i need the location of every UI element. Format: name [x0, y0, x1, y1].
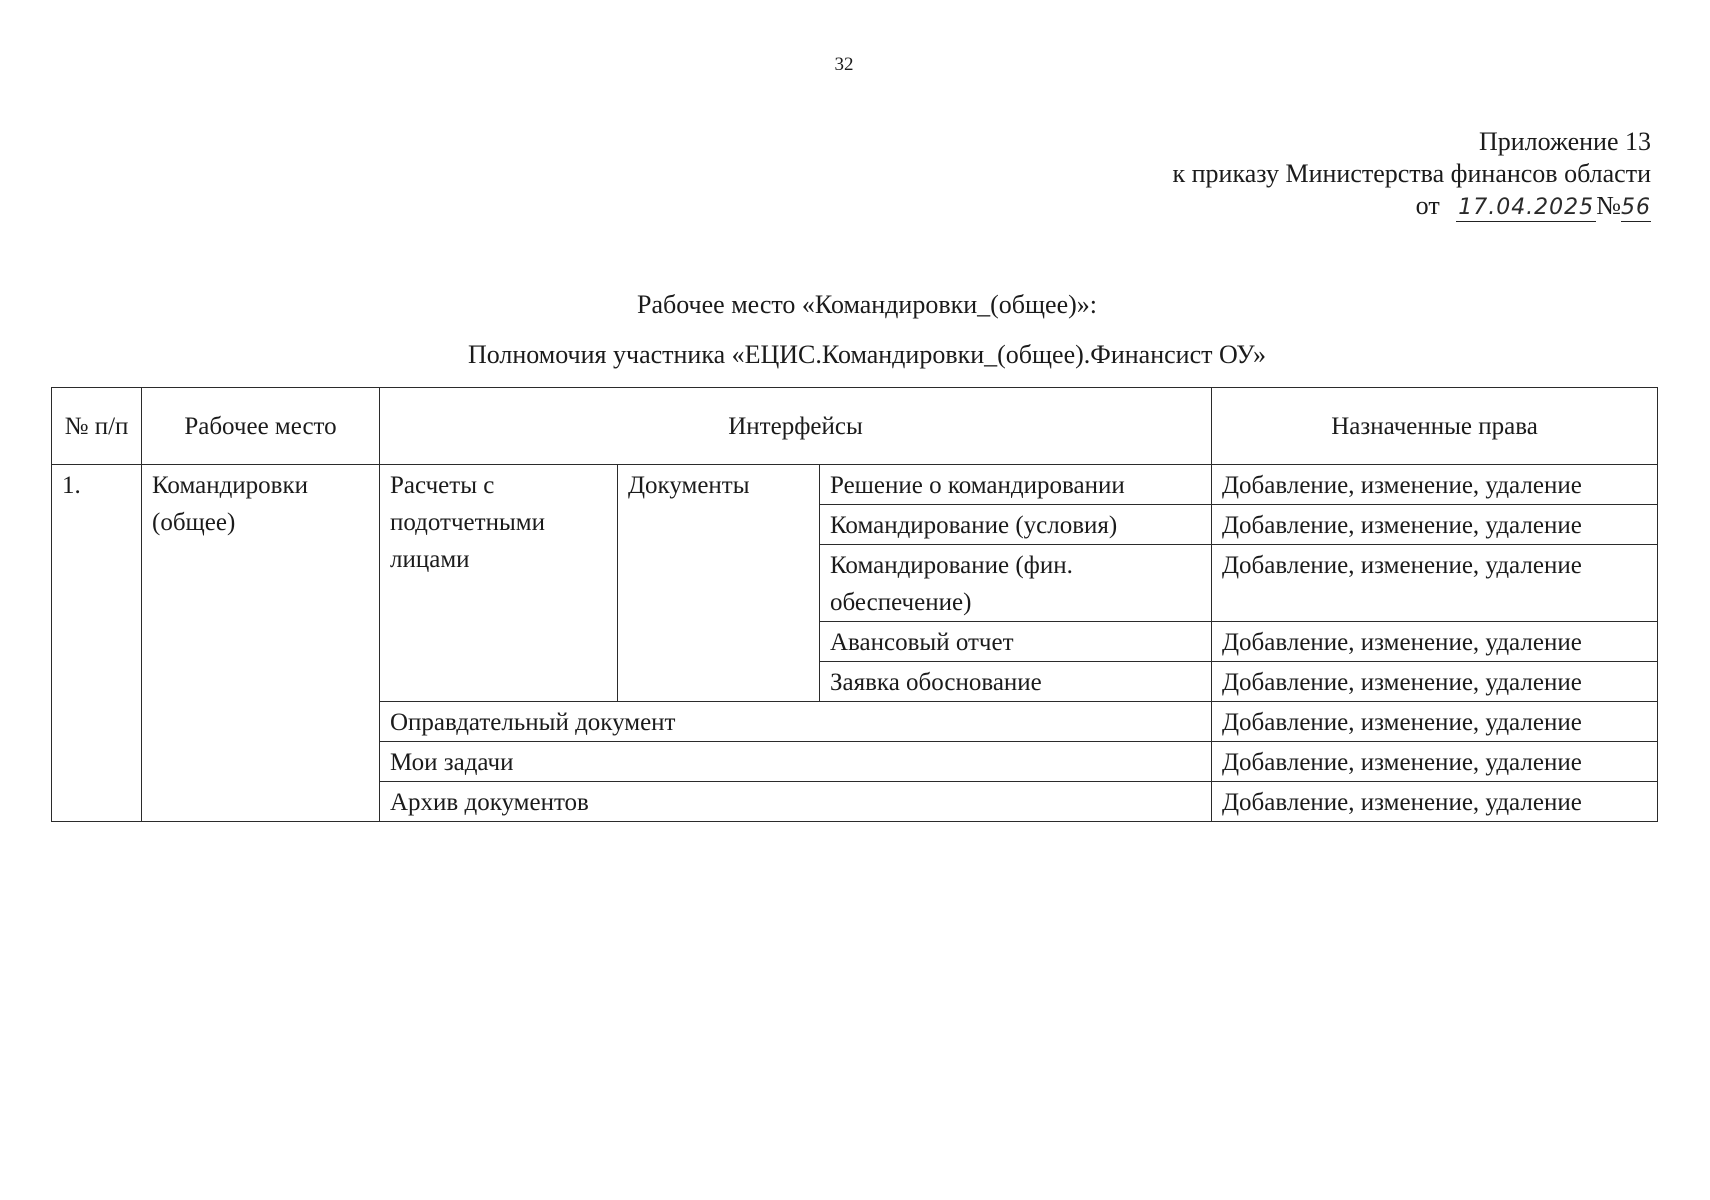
interface-item: Командирование (условия) [820, 505, 1212, 545]
interface-group-cell: Расчеты с подотчетными лицами [380, 465, 618, 702]
rights-cell: Добавление, изменение, удаление [1212, 622, 1658, 662]
table-header-row [52, 388, 1658, 465]
interface-subgroup-cell: Документы [618, 465, 820, 702]
interface-item: Решение о командировании [820, 465, 1212, 505]
number-sign: № [1596, 191, 1621, 220]
table-row [52, 465, 1658, 505]
header-workplace: Рабочее место [142, 388, 380, 465]
row-number: 1. [52, 465, 142, 822]
rights-cell: Добавление, изменение, удаление [1212, 662, 1658, 702]
order-number: 56 [1621, 195, 1651, 220]
appendix-order-date-line [1173, 190, 1652, 222]
workplace-cell: Командировки (общее) [142, 465, 380, 822]
header-rights: Назначенные права [1212, 388, 1658, 465]
interface-item: Авансовый отчет [820, 622, 1212, 662]
rights-cell: Добавление, изменение, удаление [1212, 742, 1658, 782]
header-num: № п/п [52, 388, 142, 465]
rights-cell: Добавление, изменение, удаление [1212, 465, 1658, 505]
document-title: Рабочее место «Командировки_(общее)»: [636, 290, 1098, 319]
interface-item: Мои задачи [380, 742, 1212, 782]
interface-item: Оправдательный документ [380, 702, 1212, 742]
rights-cell: Добавление, изменение, удаление [1212, 505, 1658, 545]
rights-cell: Добавление, изменение, удаление [1212, 702, 1658, 742]
interface-item: Архив документов [380, 782, 1212, 822]
appendix-order-ref: к приказу Министерства финансов области [1172, 159, 1651, 188]
rights-table [51, 387, 1658, 822]
document-subtitle: Полномочия участника «ЕЦИС.Командировки_(общее).Финансист ОУ» [467, 340, 1267, 369]
interface-item: Заявка обоснование [820, 662, 1212, 702]
interface-item: Командирование (фин. обеспечение) [820, 545, 1212, 622]
page-number: 32 [834, 54, 854, 75]
order-date: 17.04.2025 [1456, 195, 1596, 222]
rights-cell: Добавление, изменение, удаление [1212, 782, 1658, 822]
date-prefix: от [1415, 191, 1440, 220]
header-interfaces: Интерфейсы [380, 388, 1212, 465]
appendix-block [1173, 126, 1652, 222]
appendix-title: Приложение 13 [1478, 127, 1651, 156]
rights-cell: Добавление, изменение, удаление [1212, 545, 1658, 622]
